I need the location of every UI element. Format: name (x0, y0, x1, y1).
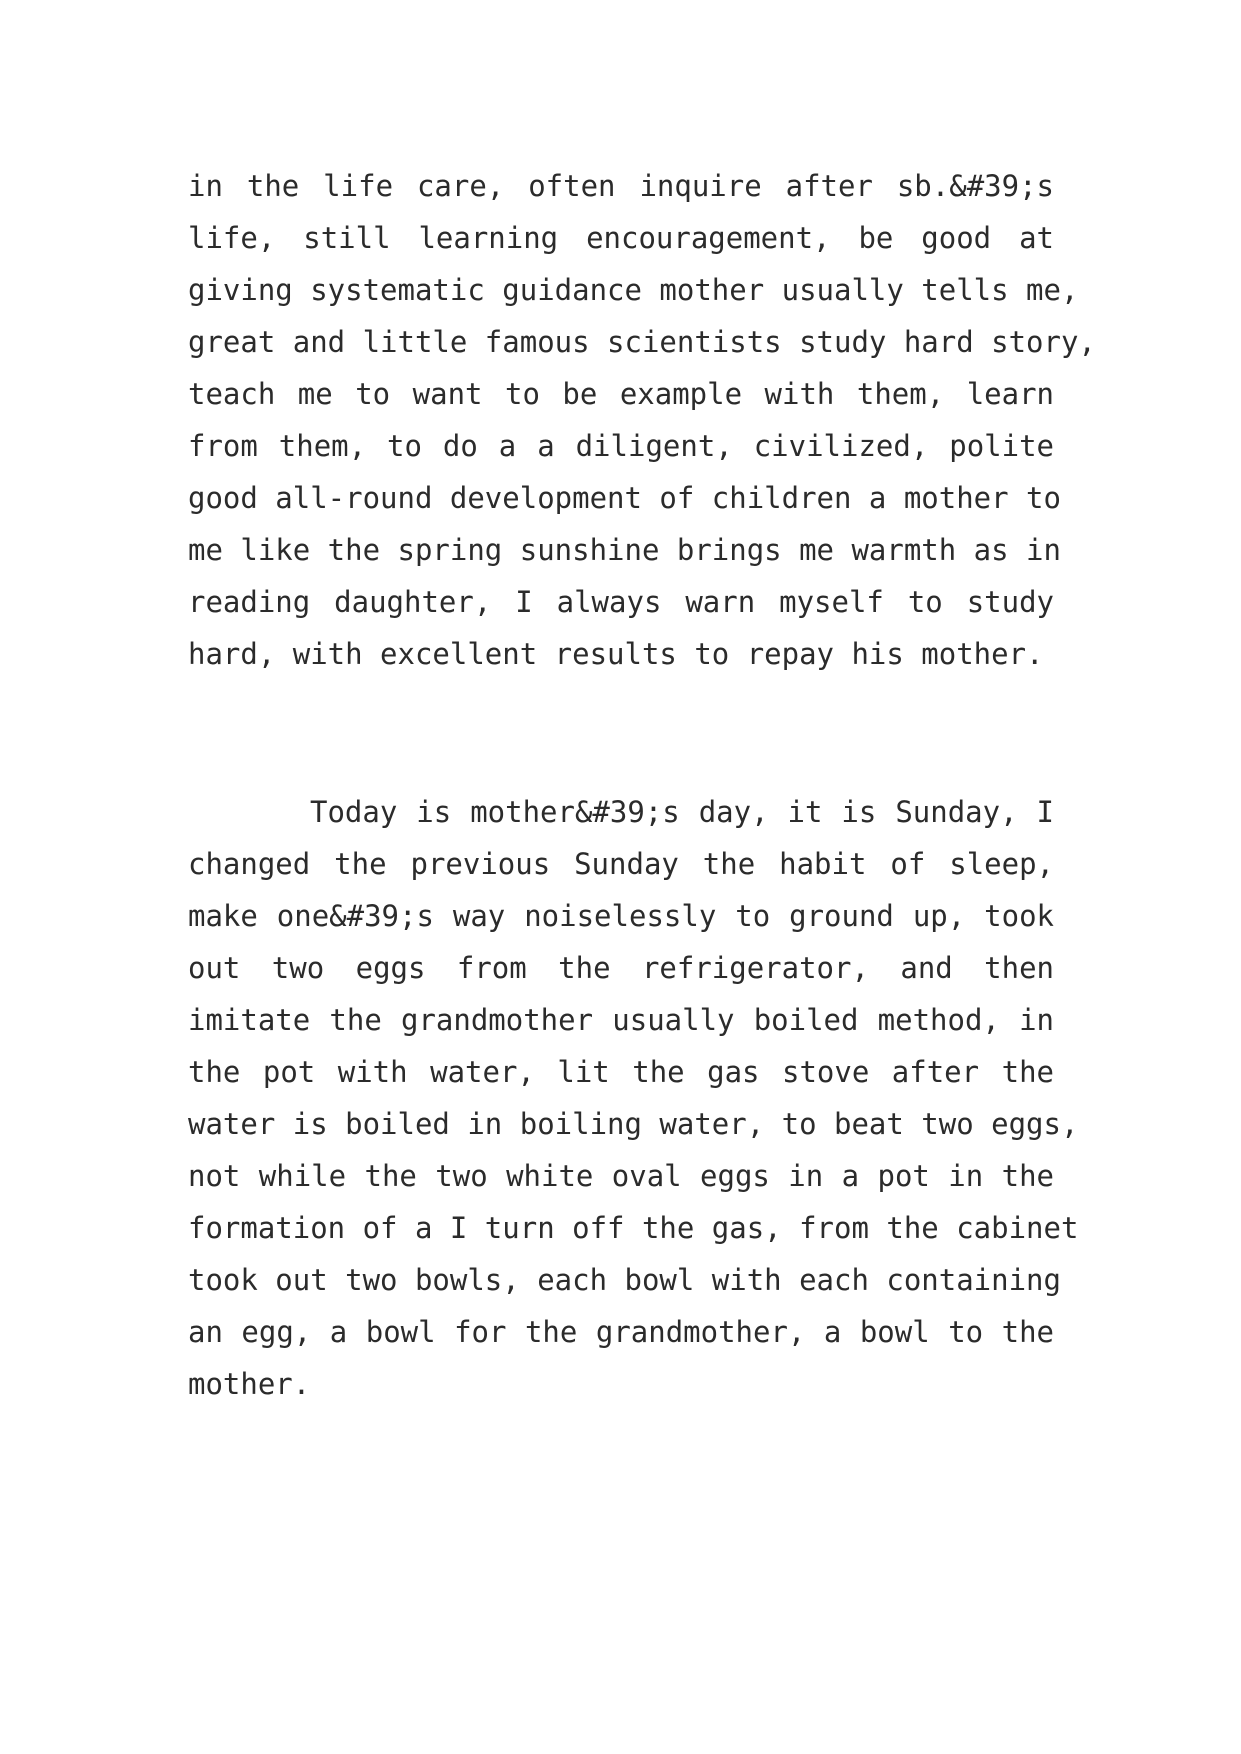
paragraph-1-line: good all-round development of children a mother to (188, 481, 1061, 515)
paragraph-1-line: from them, to do a a diligent, civilized, polite (188, 429, 1054, 463)
paragraph-2-line: water is boiled in boiling water, to beat two eggs, (188, 1107, 1079, 1141)
paragraph-2-line: changed the previous Sunday the habit of sleep, (188, 847, 1054, 881)
paragraph-2-line: formation of a I turn off the gas, from the cabinet (188, 1211, 1079, 1245)
paragraph-1-line: giving systematic guidance mother usually tells me, (188, 273, 1079, 307)
paragraph-2-line: an egg, a bowl for the grandmother, a bowl to the (188, 1315, 1054, 1349)
paragraph-1-line: hard, with excellent results to repay his mother. (188, 637, 1044, 671)
paragraph-2-line: took out two bowls, each bowl with each containing (188, 1263, 1061, 1297)
paragraph-2-line: the pot with water, lit the gas stove after the (188, 1055, 1054, 1089)
paragraph-1-line: great and little famous scientists study hard story, (188, 325, 1096, 359)
paragraph-2-line: make one&#39;s way noiselessly to ground up, took (188, 899, 1054, 933)
paragraph-1-line: teach me to want to be example with them, learn (188, 377, 1054, 411)
paragraph-2-line: Today is mother&#39;s day, it is Sunday, I (310, 795, 1054, 829)
paragraph-1-line: life, still learning encouragement, be good at (188, 221, 1054, 255)
paragraph-2-line: imitate the grandmother usually boiled method, in (188, 1003, 1054, 1037)
paragraph-1-line: reading daughter, I always warn myself to study (188, 585, 1054, 619)
paragraph-1-line: me like the spring sunshine brings me warmth as in (188, 533, 1061, 567)
paragraph-2-line: out two eggs from the refrigerator, and then (188, 951, 1054, 985)
paragraph-2-line: not while the two white oval eggs in a pot in the (188, 1159, 1054, 1193)
paragraph-2-line: mother. (188, 1367, 311, 1401)
paragraph-1-line: in the life care, often inquire after sb.&#39;s (188, 169, 1054, 203)
